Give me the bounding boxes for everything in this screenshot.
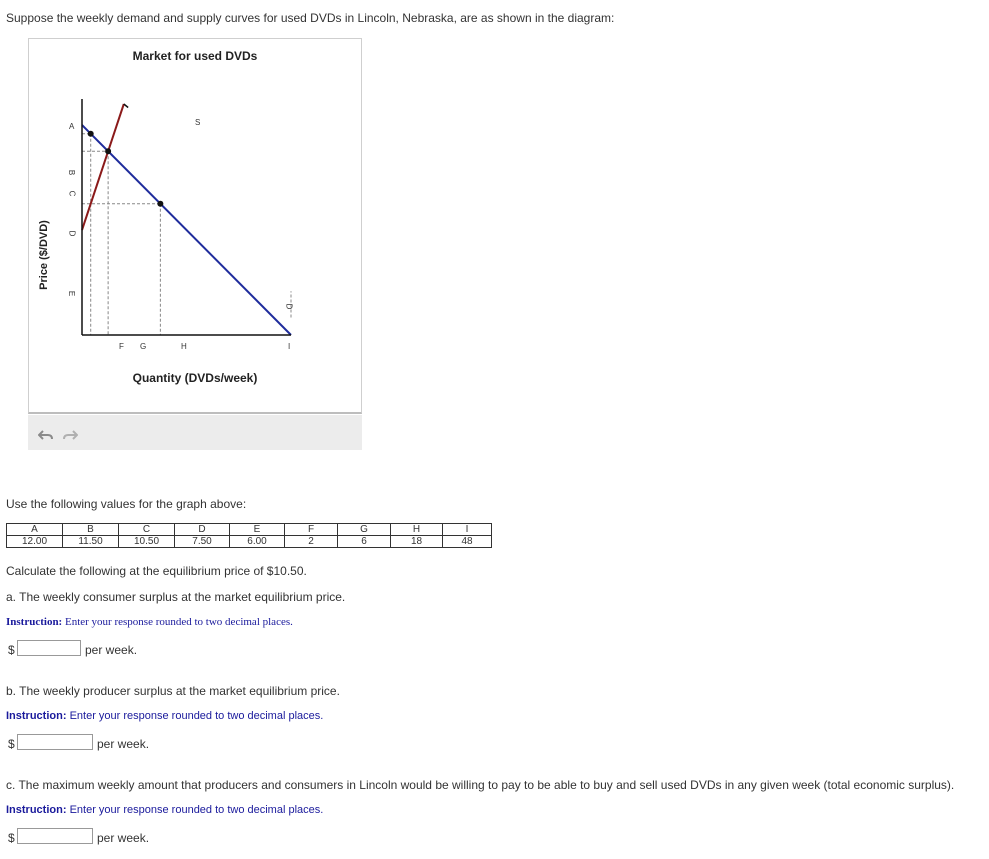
table-value-g: 6 [338,536,391,548]
table-value-e: 6.00 [230,536,285,548]
undo-icon[interactable] [38,428,54,440]
table-value-c: 10.50 [119,536,175,548]
currency-symbol: $ [8,831,15,845]
y-tick-d: D [67,230,77,237]
values-table [6,523,492,548]
question-c-instruction [6,804,323,816]
calc-text: Calculate the following at the equilibrium price of $10.50. [6,564,307,578]
x-axis-label: Quantity (DVDs/week) [132,371,258,385]
question-a-instruction [6,616,293,628]
table-value-h: 18 [391,536,443,548]
instruction-text: Enter your response rounded to two decimal places. [64,616,293,628]
values-table-value-row [7,536,492,548]
table-header-i: I [443,524,492,536]
table-header-a: A [7,524,63,536]
table-value-i: 48 [443,536,492,548]
table-value-d: 7.50 [175,536,230,548]
supply-curve [82,104,124,230]
demand-label: D [284,303,294,310]
table-value-b: 11.50 [63,536,119,548]
table-header-d: D [175,524,230,536]
values-table-header-row [7,524,492,536]
unit-label: per week. [97,737,150,751]
supply-label: S [195,118,201,127]
question-a-answer-row [6,640,306,658]
total-surplus-input[interactable] [17,828,93,844]
question-c-prompt: c. The maximum weekly amount that producers and consumers in Lincoln would be willing to pay to be able to buy and sell used DVDs in any given week (total economic surplus). [6,778,955,792]
question-a-prompt: a. The weekly consumer surplus at the market equilibrium price. [6,590,346,604]
chart-point-1 [105,148,111,154]
chart-title: Market for used DVDs [132,49,258,63]
consumer-surplus-input[interactable] [17,640,81,656]
redo-icon[interactable] [62,428,78,440]
table-header-g: G [338,524,391,536]
table-header-h: H [391,524,443,536]
chart-point-2 [157,201,163,207]
question-b-prompt: b. The weekly producer surplus at the market equilibrium price. [6,684,340,698]
table-header-b: B [63,524,119,536]
currency-symbol: $ [8,737,15,751]
instruction-label: Instruction: [6,804,67,816]
producer-surplus-input[interactable] [17,734,93,750]
y-tick-c: C [67,190,77,197]
x-tick-g: G [140,342,147,351]
table-header-c: C [119,524,175,536]
use-values-text: Use the following values for the graph above: [6,497,247,511]
question-b-instruction [6,710,323,722]
question-b-answer-row [6,734,306,752]
supply-label-tick [124,104,128,108]
unit-label: per week. [97,831,150,845]
instruction-text: Enter your response rounded to two decimal places. [69,804,324,816]
y-axis-label: Price ($/DVD) [38,220,50,290]
y-tick-e: E [67,290,77,297]
table-header-e: E [230,524,285,536]
question-c-answer-row [6,828,306,846]
graph-panel [28,38,362,414]
instruction-label: Instruction: [6,710,67,722]
currency-symbol: $ [8,643,15,657]
instruction-label: Instruction: [6,616,63,628]
supply-demand-chart[interactable] [29,39,361,359]
chart-point-0 [88,131,94,137]
x-tick-i: I [288,342,291,351]
question-intro: Suppose the weekly demand and supply curves for used DVDs in Lincoln, Nebraska, are as shown in the diagram: [6,11,615,25]
graph-toolbar [28,415,362,450]
table-value-f: 2 [285,536,338,548]
demand-curve [82,125,294,335]
x-tick-h: H [181,342,187,351]
instruction-text: Enter your response rounded to two decimal places. [69,710,324,722]
y-tick-b: B [67,169,77,176]
table-header-f: F [285,524,338,536]
table-value-a: 12.00 [7,536,63,548]
unit-label: per week. [85,643,138,657]
x-tick-f: F [119,342,124,351]
y-tick-a: A [69,122,75,131]
